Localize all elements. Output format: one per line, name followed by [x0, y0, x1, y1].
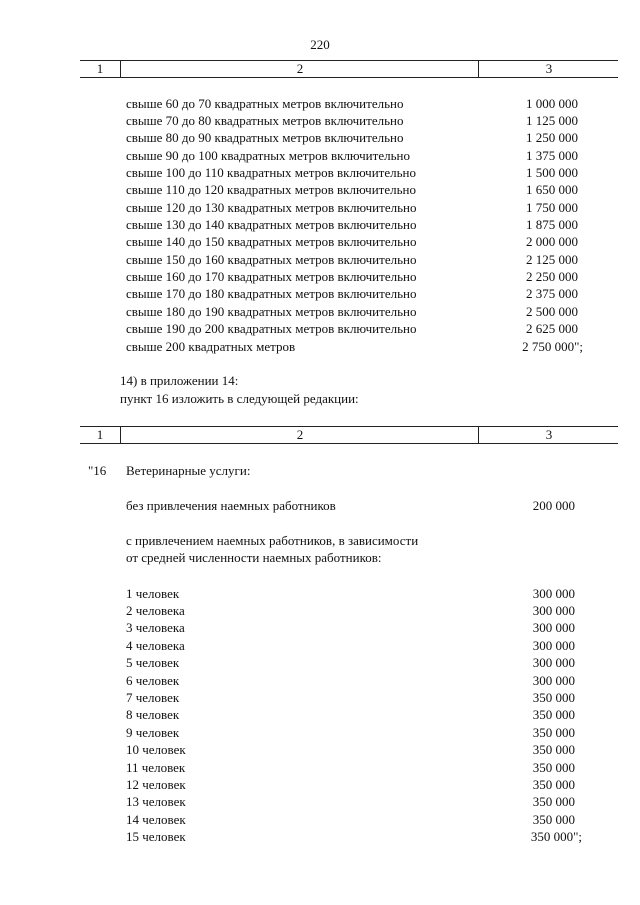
row-value: 350 000 [532, 777, 575, 792]
row-label: 1 человек [126, 586, 180, 601]
row-label: 10 человек [126, 742, 186, 757]
row-value: 350 000"; [530, 829, 582, 844]
row-label: 3 человека [126, 620, 185, 635]
row-value: 2 750 000"; [522, 339, 583, 354]
row-value: 2 500 000 [526, 304, 578, 319]
row-label: свыше 70 до 80 квадратных метров включительно [126, 113, 404, 128]
row-label: свыше 180 до 190 квадратных метров включительно [126, 304, 417, 319]
row-label: 9 человек [126, 725, 180, 740]
row-label: свыше 190 до 200 квадратных метров включительно [126, 321, 417, 336]
row-label: свыше 120 до 130 квадратных метров включительно [126, 200, 417, 215]
row-label: 15 человек [126, 829, 186, 844]
item-title: Ветеринарные услуги: [126, 463, 251, 478]
row-label: без привлечения наемных работников [126, 498, 336, 513]
with-workers-line-1: с привлечением наемных работников, в зависимости [126, 533, 419, 548]
row-value: 2 625 000 [526, 321, 578, 336]
item-number: "16 [88, 463, 107, 478]
header-col-3: 3 [478, 427, 619, 443]
row-value: 1 125 000 [526, 113, 578, 128]
row-value: 300 000 [532, 638, 575, 653]
row-label: свыше 150 до 160 квадратных метров включительно [126, 252, 417, 267]
row-label: 5 человек [126, 655, 180, 670]
row-value: 350 000 [532, 794, 575, 809]
section-heading: 14) в приложении 14: [120, 373, 239, 388]
row-value: 2 000 000 [526, 234, 578, 249]
row-value: 1 750 000 [526, 200, 578, 215]
row-label: 2 человека [126, 603, 185, 618]
row-label: свыше 80 до 90 квадратных метров включительно [126, 130, 404, 145]
row-label: свыше 170 до 180 квадратных метров включительно [126, 286, 417, 301]
section-instruction: пункт 16 изложить в следующей редакции: [120, 391, 359, 406]
row-label: свыше 110 до 120 квадратных метров включительно [126, 182, 416, 197]
row-value: 350 000 [532, 707, 575, 722]
row-label: свыше 200 квадратных метров [126, 339, 296, 354]
header-col-3: 3 [478, 61, 619, 77]
row-label: свыше 130 до 140 квадратных метров включительно [126, 217, 417, 232]
row-label: 4 человека [126, 638, 185, 653]
table-header-1 [80, 60, 618, 78]
row-value: 1 000 000 [526, 96, 578, 111]
row-value: 300 000 [532, 673, 575, 688]
row-label: 14 человек [126, 812, 186, 827]
row-value: 1 250 000 [526, 130, 578, 145]
row-label: 8 человек [126, 707, 180, 722]
row-label: свыше 100 до 110 квадратных метров включительно [126, 165, 416, 180]
row-value: 350 000 [532, 812, 575, 827]
row-label: 7 человек [126, 690, 180, 705]
row-label: свыше 90 до 100 квадратных метров включительно [126, 148, 410, 163]
table-header-2 [80, 426, 618, 444]
row-label: 13 человек [126, 794, 186, 809]
header-col-2: 2 [120, 427, 479, 443]
row-value: 1 500 000 [526, 165, 578, 180]
row-label: 11 человек [126, 760, 186, 775]
row-value: 1 875 000 [526, 217, 578, 232]
row-value: 300 000 [532, 655, 575, 670]
row-value: 350 000 [532, 742, 575, 757]
row-label: 6 человек [126, 673, 180, 688]
row-value: 2 375 000 [526, 286, 578, 301]
with-workers-line-2: от средней численности наемных работников: [126, 550, 382, 565]
row-value: 300 000 [532, 586, 575, 601]
row-value: 350 000 [532, 760, 575, 775]
row-value: 300 000 [532, 620, 575, 635]
header-col-1: 1 [96, 61, 104, 76]
row-label: свыше 160 до 170 квадратных метров включительно [126, 269, 417, 284]
row-value: 1 375 000 [526, 148, 578, 163]
row-value: 300 000 [532, 603, 575, 618]
row-value: 200 000 [532, 498, 575, 513]
row-value: 350 000 [532, 690, 575, 705]
row-value: 2 125 000 [526, 252, 578, 267]
header-col-2: 2 [120, 61, 479, 77]
row-label: 12 человек [126, 777, 186, 792]
row-value: 2 250 000 [526, 269, 578, 284]
page-number: 220 [310, 37, 330, 52]
row-value: 1 650 000 [526, 182, 578, 197]
row-label: свыше 60 до 70 квадратных метров включительно [126, 96, 404, 111]
header-col-1: 1 [96, 427, 104, 442]
row-value: 350 000 [532, 725, 575, 740]
row-label: свыше 140 до 150 квадратных метров включительно [126, 234, 417, 249]
